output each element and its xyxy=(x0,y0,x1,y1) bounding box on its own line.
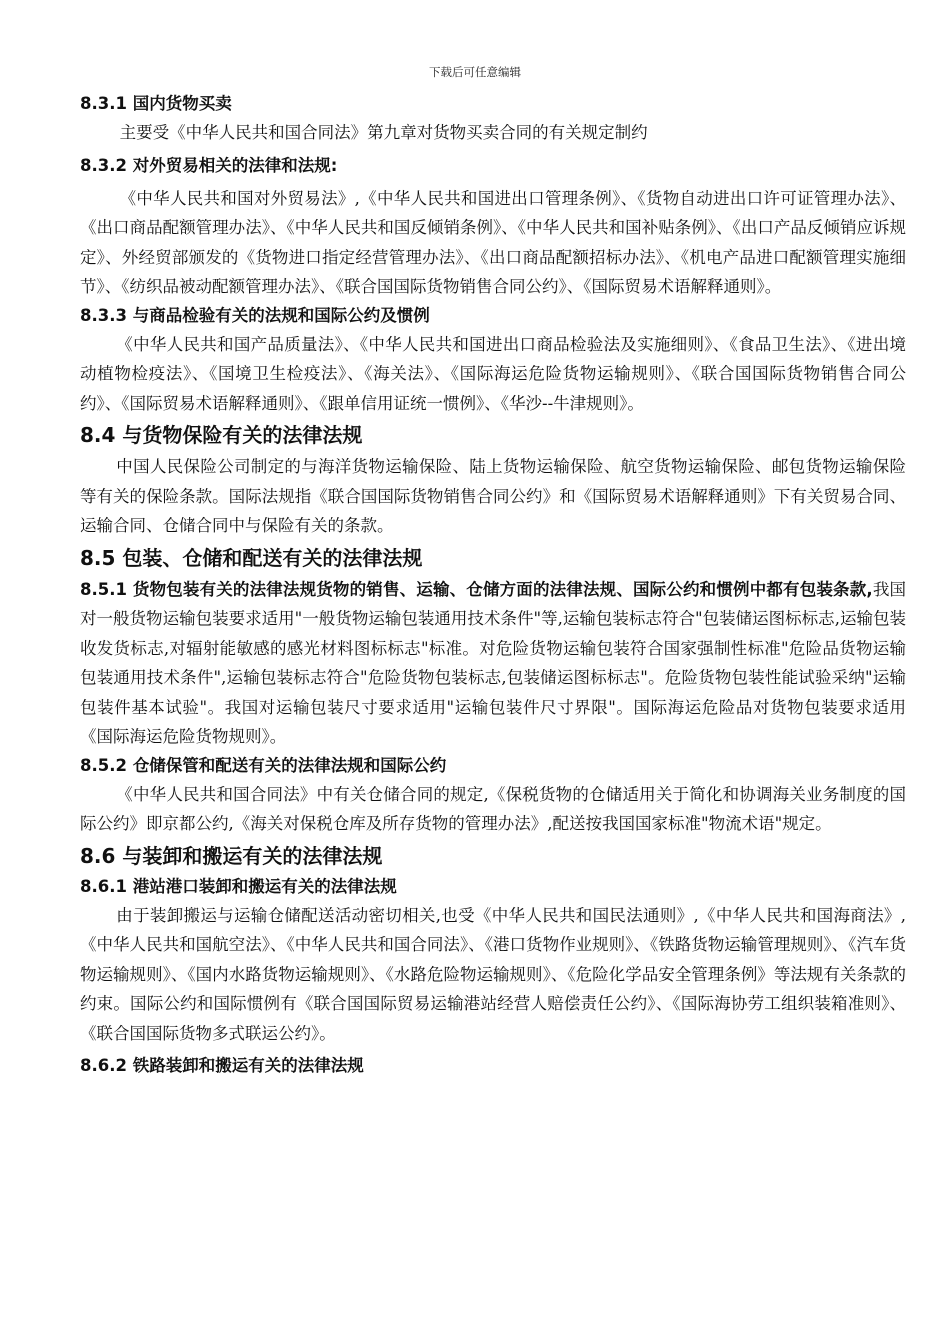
section-8-3-3-body: 《中华人民共和国产品质量法》、《中华人民共和国进出口商品检验法及实施细则》、《食品卫生法》、《进出境动植物检疫法》、《国境卫生检疫法》、《海关法》、《国际海运危险货物运输规则》、《联合国国际货物销售合同公约》、《国际贸易术语解释通则》、《跟单信用证统一惯例》、《华沙--牛津规则》。 xyxy=(80,334,906,413)
section-8-5-1-lead: 8.5.1 货物包装有关的法律法规货物的销售、运输、仓储方面的法律法规、国际公约和惯例中都有包装条款, xyxy=(80,579,873,599)
section-8-3-2-title: 8.3.2 对外贸易相关的法律和法规: xyxy=(80,155,338,175)
section-8-3-2-body: 《中华人民共和国对外贸易法》,《中华人民共和国进出口管理条例》、《货物自动进出口许可证管理办法》、《出口商品配额管理办法》、《中华人民共和国反倾销条例》、《中华人民共和国补贴条例》、《出口产品反倾销应诉规定》、外经贸部颁发的《货物进口指定经营管理办法》、《出口商品配额招标办法》、《机电产品进口配额管理实施细节》、《纺织品被动配额管理办法》、《联合国国际货物销售合同公约》、《国际贸易术语解释通则》。 xyxy=(80,188,906,296)
section-8-5-1-body: 我国对一般货物运输包装要求适用"一般货物运输包装通用技术条件"等,运输包装标志符合"包装储运图标标志,运输包装收发货标志,对辐射能敏感的感光材料图标标志"标准。对危险货物运输包装符合国家强制性标准"危险品货物运输包装通用技术条件",运输包装标志符合"危险货物包装标志,包装储运图标标志"。危险货物包装性能试验采纳"运输包装件基本试验"。我国对运输包装尺寸要求适用"运输包装件尺寸界限"。国际海运危险品对货物包装要求适用《国际海运危险货物规则》。 xyxy=(80,579,906,746)
section-8-6-title: 8.6 与装卸和搬运有关的法律法规 xyxy=(80,843,383,868)
section-8-6-1-body: 由于装卸搬运与运输仓储配送活动密切相关,也受《中华人民共和国民法通则》,《中华人民共和国海商法》,《中华人民共和国航空法》、《中华人民共和国合同法》、《港口货物作业规则》、《铁路货物运输管理规则》、《汽车货物运输规则》、《国内水路货物运输规则》、《水路危险物运输规则》、《危险化学品安全管理条例》等法规有关条款的约束。国际公约和国际惯例有《联合国国际贸易运输港站经营人赔偿责任公约》、《国际海协劳工组织装箱准则》、《联合国国际货物多式联运公约》。 xyxy=(80,905,906,1043)
section-8-5-title: 8.5 包装、仓储和配送有关的法律法规 xyxy=(80,545,423,570)
section-8-6-2-title: 8.6.2 铁路装卸和搬运有关的法律法规 xyxy=(80,1056,364,1075)
section-8-5-1-paragraph xyxy=(80,575,906,752)
section-8-5-2-body: 《中华人民共和国合同法》中有关仓储合同的规定,《保税货物的仓储适用关于简化和协调海关业务制度的国际公约》即京都公约,《海关对保税仓库及所存货物的管理办法》,配送按我国国家标准"物流术语"规定。 xyxy=(80,784,906,833)
document-content xyxy=(80,90,906,1080)
page-header-note: 下载后可任意编辑 xyxy=(429,65,521,79)
section-8-5-2-title: 8.5.2 仓储保管和配送有关的法律法规和国际公约 xyxy=(80,755,447,775)
section-8-4-title: 8.4 与货物保险有关的法律法规 xyxy=(80,423,363,447)
section-8-3-1-body: 主要受《中华人民共和国合同法》第九章对货物买卖合同的有关规定制约 xyxy=(119,123,648,142)
section-8-4-body: 中国人民保险公司制定的与海洋货物运输保险、陆上货物运输保险、航空货物运输保险、邮包货物运输保险等有关的保险条款。国际法规指《联合国国际货物销售合同公约》和《国际贸易术语解释通则》下有关贸易合同、运输合同、仓储合同中与保险有关的条款。 xyxy=(80,457,906,535)
section-8-3-3-title: 8.3.3 与商品检验有关的法规和国际公约及惯例 xyxy=(80,305,430,325)
section-8-6-1-title: 8.6.1 港站港口装卸和搬运有关的法律法规 xyxy=(80,876,397,896)
section-8-3-1-title: 8.3.1 国内货物买卖 xyxy=(80,94,232,113)
